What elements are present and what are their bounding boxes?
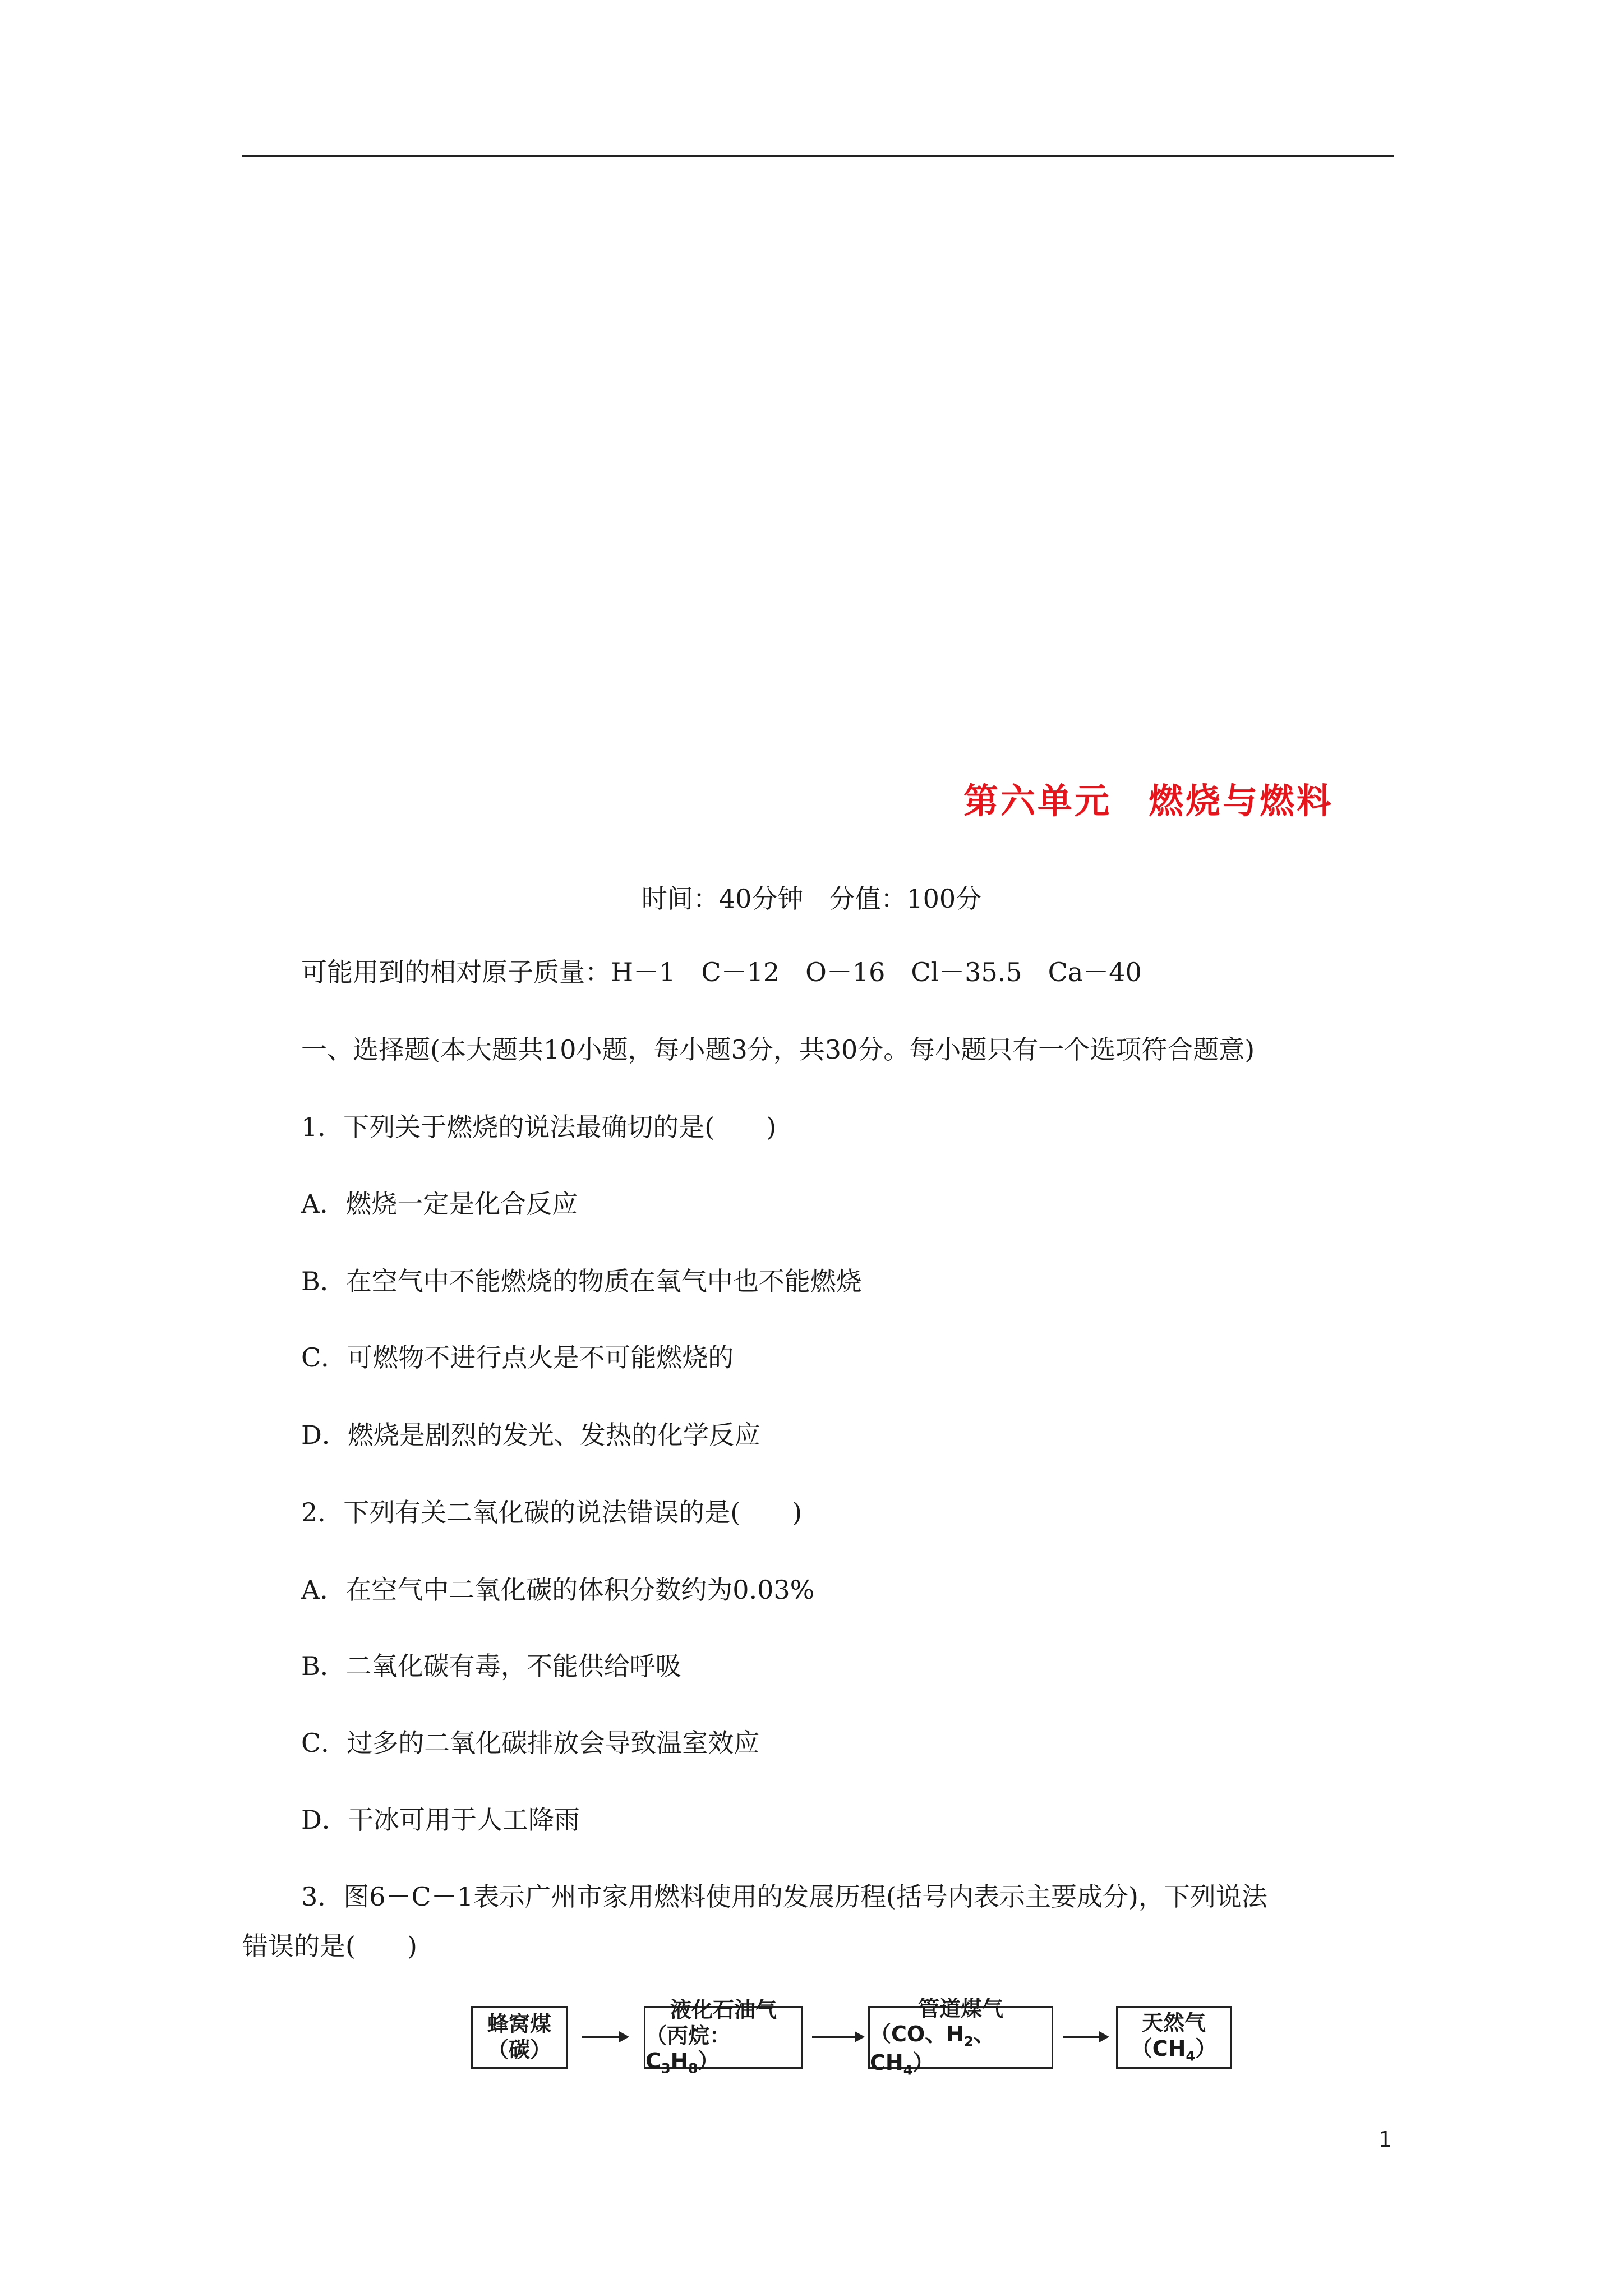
- fuel-component: （CO、$H_2$、$CH_4$）: [870, 2022, 995, 2078]
- fuel-history-diagram: [0, 1996, 1623, 2078]
- question-2-stem: 2．下列有关二氧化碳的说法错误的是( ): [301, 1497, 803, 1527]
- question-2-option-a: A．在空气中二氧化碳的体积分数约为0.03%: [301, 1575, 815, 1605]
- fuel-name: 天然气: [1141, 2010, 1206, 2035]
- section-heading: 一、选择题(本大题共10小题，每小题3分，共30分。每小题只有一个选项符合题意): [301, 1034, 1255, 1065]
- arrow-3: [1063, 2036, 1107, 2038]
- question-3-stem: 3．图6－C－1表示广州市家用燃料使用的发展历程(括号内表示主要成分)，下列说法: [301, 1881, 1267, 1912]
- fuel-component: $(CH_4)$: [1131, 2036, 1217, 2064]
- fuel-box-pipeline-gas: [868, 1996, 1053, 2078]
- arrow-1: [582, 2036, 627, 2038]
- unit-title: 第六单元 燃烧与燃料: [963, 780, 1334, 821]
- header-rule: [242, 155, 1394, 157]
- question-1-stem: 1．下列关于燃烧的说法最确切的是( ): [301, 1112, 777, 1142]
- fuel-box-lpg: [644, 1998, 803, 2077]
- page-number: 1: [1378, 2127, 1393, 2152]
- arrow-2: [812, 2036, 863, 2038]
- question-2-option-b: B．二氧化碳有毒，不能供给呼吸: [301, 1651, 681, 1681]
- question-2-option-d: D．干冰可用于人工降雨: [301, 1805, 580, 1835]
- question-1-option-d: D．燃烧是剧烈的发光、发热的化学反应: [301, 1420, 760, 1450]
- fuel-box-honeycomb-coal: [471, 2006, 568, 2069]
- fuel-name: 蜂窝煤: [487, 2012, 551, 2037]
- fuel-component: （碳）: [487, 2037, 551, 2062]
- question-1-option-c: C．可燃物不进行点火是不可能燃烧的: [301, 1342, 734, 1373]
- fuel-box-natural-gas: [1116, 2006, 1232, 2069]
- question-3-stem-continued: 错误的是( ): [242, 1931, 417, 1961]
- time-score-line: 时间：40分钟 分值：100分: [641, 884, 982, 914]
- fuel-component: （丙烷：$C_3H_8$）: [645, 2023, 731, 2077]
- fuel-name: 管道煤气: [917, 1996, 1003, 2021]
- fuel-name: 液化石油气: [670, 1998, 777, 2023]
- atomic-mass-line: 可能用到的相对原子质量：H－1 C－12 O－16 Cl－35.5 Ca－40: [301, 957, 1142, 987]
- question-2-option-c: C．过多的二氧化碳排放会导致温室效应: [301, 1728, 760, 1758]
- question-1-option-b: B．在空气中不能燃烧的物质在氧气中也不能燃烧: [301, 1266, 862, 1296]
- question-1-option-a: A．燃烧一定是化合反应: [301, 1189, 578, 1219]
